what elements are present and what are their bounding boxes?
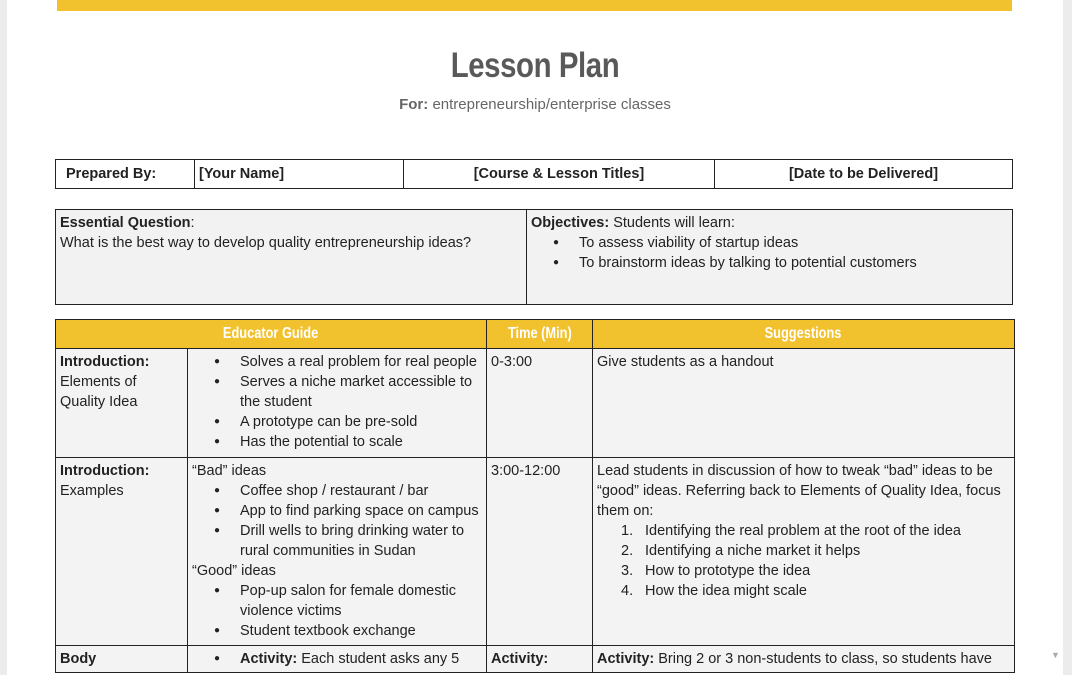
suggestion-cell[interactable]: Give students as a handout xyxy=(593,349,1015,458)
suggestion-activity-label: Activity: xyxy=(597,651,655,667)
list-item: ● App to find parking space on campus xyxy=(240,501,482,521)
time-activity-label: Activity: xyxy=(491,651,549,667)
activity-text: Each student asks any 5 xyxy=(301,651,460,667)
essential-question-table xyxy=(55,209,1013,305)
suggestion-text: Lead students in discussion of how to tweak “bad” ideas to be “good” ideas. Referring back to Elements of Quality Idea, focus them on: xyxy=(597,463,1001,519)
subtitle-label: For: xyxy=(399,96,429,113)
essential-question-label: Essential Question xyxy=(60,215,191,231)
table-row xyxy=(56,458,1015,646)
list-item: ● Has the potential to scale xyxy=(240,432,482,452)
subtitle-text: entrepreneurship/enterprise classes xyxy=(432,96,671,113)
time-cell[interactable]: 0-3:00 xyxy=(487,349,593,458)
lesson-table xyxy=(55,319,1015,673)
prepared-by-label: Prepared By: xyxy=(56,160,195,189)
objective-item: ● To assess viability of startup ideas xyxy=(579,233,1008,253)
table-row xyxy=(56,646,1015,673)
prepared-by-table xyxy=(55,159,1013,189)
section-label: Body xyxy=(60,651,97,667)
list-item: ● Pop-up salon for female domestic violence victims xyxy=(240,581,482,621)
chevron-down-icon[interactable]: ▼ xyxy=(1051,650,1060,660)
time-cell[interactable]: 3:00-12:00 xyxy=(487,458,593,646)
date-cell[interactable]: [Date to be Delivered] xyxy=(715,160,1013,189)
list-item xyxy=(240,649,482,669)
header-accent-bar xyxy=(57,0,1012,11)
table-row xyxy=(56,349,1015,458)
section-cell[interactable] xyxy=(56,646,188,673)
list-item: ● A prototype can be pre-sold xyxy=(240,412,482,432)
list-item: How to prototype the idea xyxy=(645,563,811,579)
guide-cell[interactable] xyxy=(188,349,487,458)
list-item: How the idea might scale xyxy=(645,583,807,599)
section-label: Introduction: xyxy=(60,354,150,370)
time-cell[interactable] xyxy=(487,646,593,673)
header-time: Time (Min) xyxy=(487,320,593,349)
suggestion-cell[interactable] xyxy=(593,646,1015,673)
list-item: ● Solves a real problem for real people xyxy=(240,352,482,372)
section-topic: Examples xyxy=(60,483,124,499)
suggestion-activity-text: Bring 2 or 3 non-students to class, so students have xyxy=(658,651,992,667)
header-suggestions: Suggestions xyxy=(593,320,1015,349)
section-cell[interactable] xyxy=(56,458,188,646)
objectives-label: Objectives: xyxy=(531,215,610,231)
objectives-cell[interactable] xyxy=(527,210,1013,305)
section-label: Introduction: xyxy=(60,463,150,479)
guide-cell[interactable] xyxy=(188,458,487,646)
section-topic: Elements of Quality Idea xyxy=(60,374,138,410)
bad-ideas-label: “Bad” ideas xyxy=(192,463,267,479)
essential-question-cell[interactable] xyxy=(56,210,527,305)
guide-cell[interactable] xyxy=(188,646,487,673)
list-item: Identifying a niche market it helps xyxy=(645,543,861,559)
objective-item: ● To brainstorm ideas by talking to potential customers xyxy=(579,253,1008,273)
page-subtitle xyxy=(7,96,1063,113)
essential-colon: : xyxy=(190,215,195,231)
section-cell[interactable] xyxy=(56,349,188,458)
header-educator-guide: Educator Guide xyxy=(56,320,487,349)
list-item: ● Drill wells to bring drinking water to rural communities in Sudan xyxy=(240,521,482,561)
page-title: Lesson Plan xyxy=(450,46,620,85)
document-page xyxy=(7,0,1063,675)
list-item: ● Coffee shop / restaurant / bar xyxy=(240,481,482,501)
suggestion-cell[interactable] xyxy=(593,458,1015,646)
good-ideas-label: “Good” ideas xyxy=(192,563,276,579)
list-item: ● Serves a niche market accessible to the student xyxy=(240,372,482,412)
activity-label: Activity: xyxy=(240,651,298,667)
list-item: ● Student textbook exchange xyxy=(240,621,482,641)
list-item: Identifying the real problem at the root of the idea xyxy=(645,523,961,539)
objectives-intro: Students will learn: xyxy=(613,215,735,231)
your-name-cell[interactable]: [Your Name] xyxy=(195,160,404,189)
course-titles-cell[interactable]: [Course & Lesson Titles] xyxy=(404,160,715,189)
essential-question-text: What is the best way to develop quality entrepreneurship ideas? xyxy=(60,235,472,251)
